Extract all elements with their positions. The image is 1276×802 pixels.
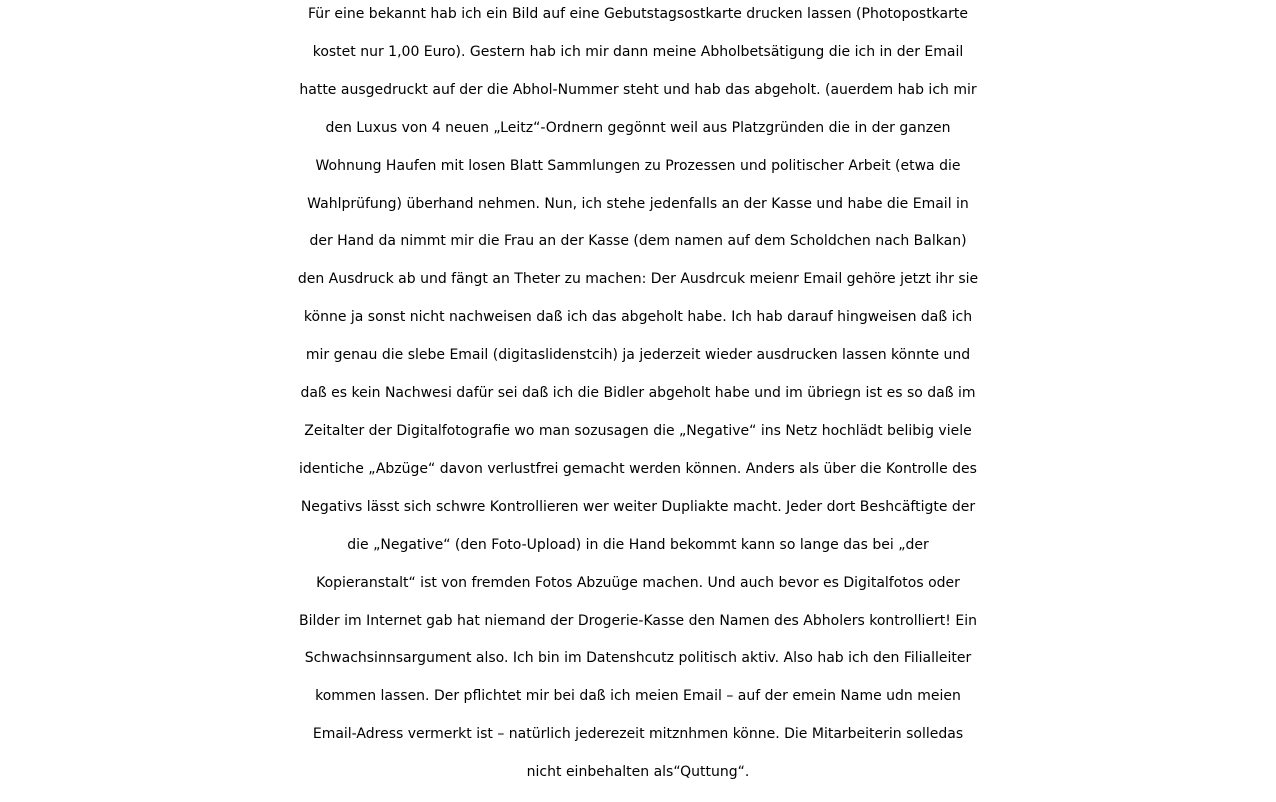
text-line-14: Negativs lässt sich schwre Kontrollieren wer weiter Dupliakte macht. Jeder dort Beshcäftigte der	[300, 498, 976, 515]
text-line-15: die „Negative“ (den Foto-Upload) in die Hand bekommt kann so lange das bei „der	[347, 536, 929, 553]
text-line-8: den Ausdruck ab und fängt an Theter zu machen: Der Ausdrcuk meienr Email gehöre jetzt ihr sie	[297, 271, 979, 288]
text-line-18: Schwachsinnsargument also. Ich bin im Datenshcutz politisch aktiv. Also hab ich den Filialleiter	[304, 650, 972, 667]
text-line-19: kommen lassen. Der pflichtet mir bei daß ich meien Email – auf der emein Name udn meien	[315, 688, 961, 705]
text-line-2: kostet nur 1,00 Euro). Gestern hab ich mir dann meine Abholbetsätigung die ich in der Email	[312, 43, 964, 60]
text-line-12: Zeitalter der Digitalfotografie wo man sozusagen die „Negative“ ins Netz hochlädt belibig viele	[304, 422, 972, 439]
text-line-6: Wahlprüfung) überhand nehmen. Nun, ich stehe jedenfalls an der Kasse und habe die Email in	[307, 195, 969, 212]
text-line-9: könne ja sonst nicht nachweisen daß ich das abgeholt habe. Ich hab darauf hingweisen daß ich	[303, 309, 973, 326]
text-line-20: Email-Adress vermerkt ist – natürlich jederezeit mitznhmen könne. Die Mitarbeiterin solledas	[312, 726, 964, 743]
text-line-1: Für eine bekannt hab ich ein Bild auf eine Gebutstagsostkarte drucken lassen (Photopostkarte	[308, 6, 968, 22]
text-line-11: daß es kein Nachwesi dafür sei daß ich die Bidler abgeholt habe und im übriegn ist es so daß im	[300, 385, 976, 402]
text-line-5: Wohnung Haufen mit losen Blatt Sammlungen zu Prozessen und politischer Arbeit (etwa die	[315, 157, 961, 174]
text-line-7: der Hand da nimmt mir die Frau an der Kasse (dem namen auf dem Scholdchen nach Balkan)	[309, 233, 967, 250]
text-line-3: hatte ausgedruckt auf der die Abhol-Nummer steht und hab das abgeholt. (auerdem hab ich mir	[299, 81, 977, 98]
text-line-17: Bilder im Internet gab hat niemand der Drogerie-Kasse den Namen des Abholers kontrolliert! Ein	[299, 612, 977, 629]
text-line-10: mir genau die slebe Email (digitaslidenstcih) ja jederzeit wieder ausdrucken lassen könnte und	[305, 347, 971, 364]
text-line-21: nicht einbehalten als“Quttung“.	[526, 764, 750, 781]
text-line-13: identiche „Abzüge“ davon verlustfrei gemacht werden können. Anders als über die Kontrolle des	[299, 460, 977, 477]
text-line-16: Kopieranstalt“ ist von fremden Fotos Abzuüge machen. Und auch bevor es Digitalfotos oder	[316, 574, 960, 591]
text-line-4: den Luxus von 4 neuen „Leitz“-Ordnern gegönnt weil aus Platzgründen die in der ganzen	[325, 119, 951, 136]
